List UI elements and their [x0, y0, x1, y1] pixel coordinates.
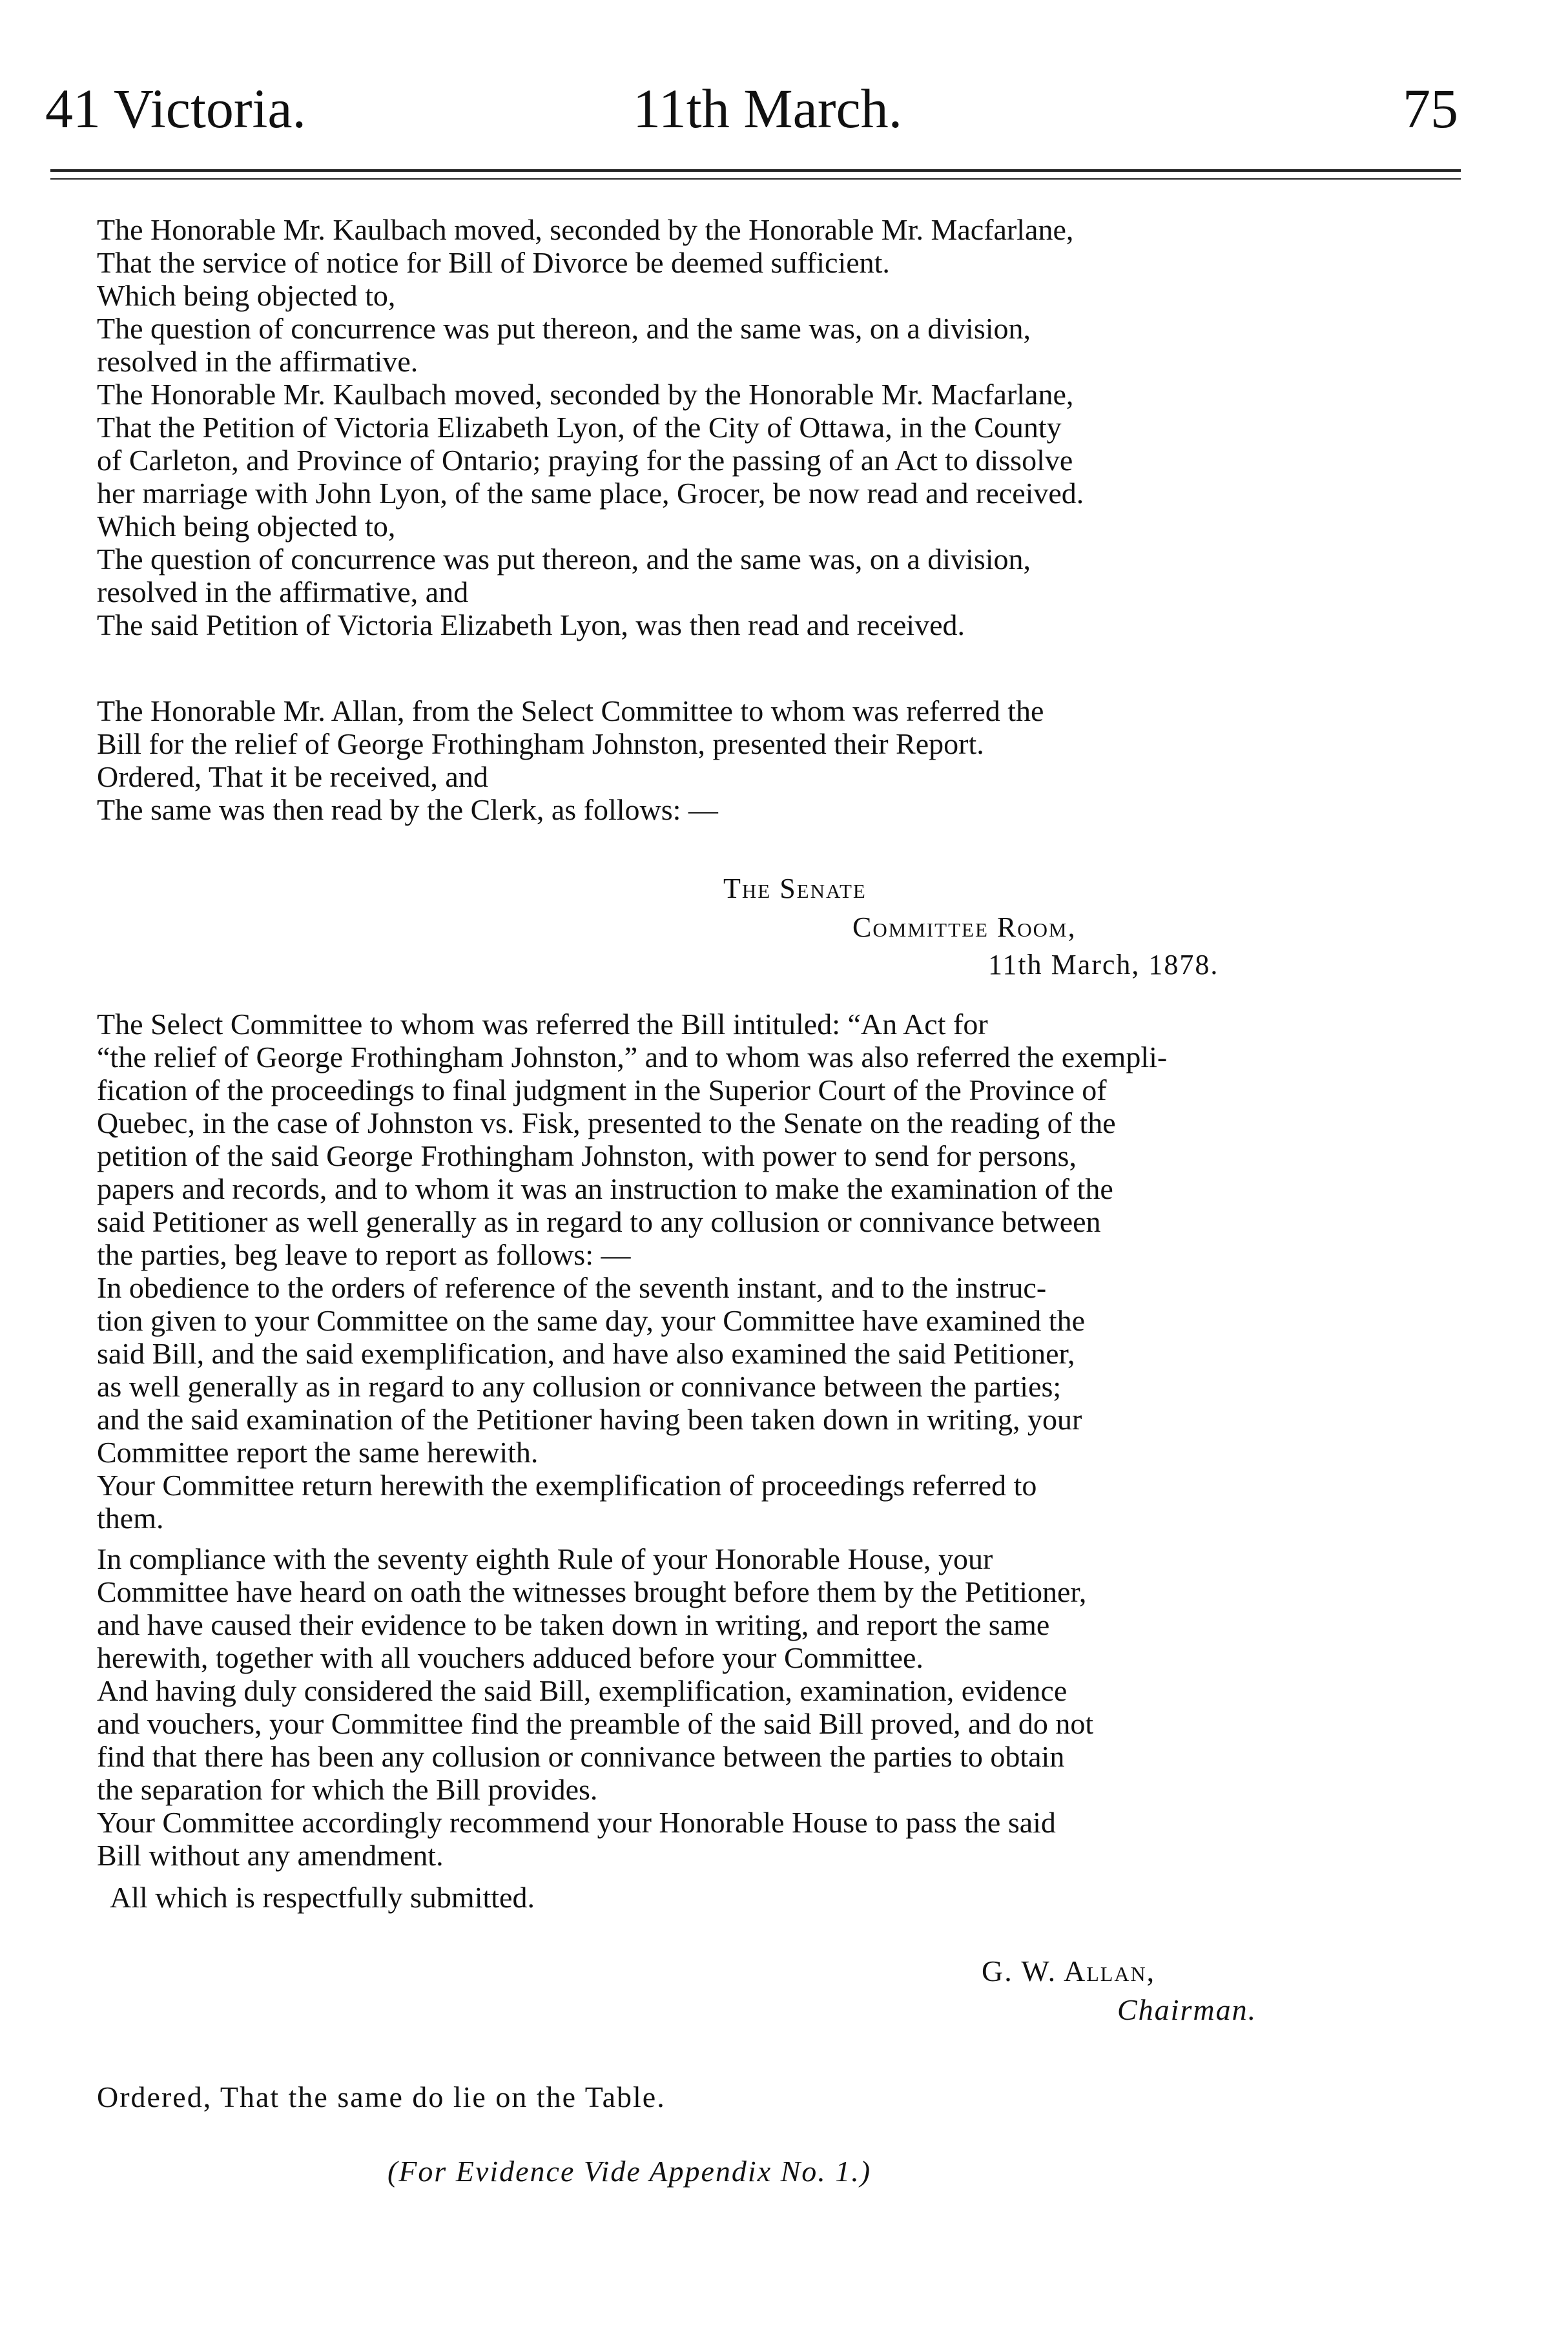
signature-name: G. W. Allan, — [982, 1955, 1156, 1987]
committee-report — [97, 1008, 1330, 1914]
text-line: and have caused their evidence to be taken down in writing, and report the same — [97, 1608, 1050, 1641]
text-line: tion given to your Committee on the same day, your Committee have examined the — [97, 1304, 1085, 1337]
signature-title: Chairman. — [1117, 1993, 1257, 2026]
text-line: Your Committee return herewith the exemplification of proceedings referred to — [97, 1469, 1037, 1502]
text-line: The question of concurrence was put thereon, and the same was, on a division, — [97, 312, 1031, 345]
text-line: The Honorable Mr. Kaulbach moved, seconded by the Honorable Mr. Macfarlane, — [97, 213, 1074, 246]
text-line: All which is respectfully submitted. — [110, 1881, 535, 1914]
text-line: resolved in the affirmative, and — [97, 575, 469, 608]
text-line: petition of the said George Frothingham Johnston, with power to send for persons, — [97, 1139, 1077, 1172]
motion-section — [97, 213, 1330, 641]
text-line: In obedience to the orders of reference of the seventh instant, and to the instruc- — [97, 1271, 1047, 1304]
text-line: the parties, beg leave to report as follows: — — [97, 1238, 631, 1271]
text-line: resolved in the affirmative. — [97, 345, 418, 378]
report-heading-room: Committee Room, — [852, 911, 1077, 943]
text-line: The Honorable Mr. Kaulbach moved, seconded by the Honorable Mr. Macfarlane, — [97, 378, 1074, 411]
page-number: 75 — [1403, 78, 1458, 140]
report-presented-section — [97, 694, 1330, 826]
text-line: said Petitioner as well generally as in regard to any collusion or connivance between — [97, 1205, 1101, 1238]
text-line: find that there has been any collusion or connivance between the parties to obtain — [97, 1740, 1065, 1773]
header-rule-thin — [50, 178, 1461, 180]
text-line: Quebec, in the case of Johnston vs. Fisk, presented to the Senate on the reading of the — [97, 1106, 1116, 1139]
text-line: and the said examination of the Petitioner having been taken down in writing, your — [97, 1403, 1082, 1436]
text-line: That the Petition of Victoria Elizabeth Lyon, of the City of Ottawa, in the County — [97, 411, 1062, 444]
text-line: said Bill, and the said exemplification, and have also examined the said Petitioner, — [97, 1337, 1075, 1370]
text-line: as well generally as in regard to any collusion or connivance between the parties; — [97, 1370, 1062, 1403]
text-line: Committee report the same herewith. — [97, 1436, 539, 1469]
text-line: Which being objected to, — [97, 279, 396, 312]
text-line: herewith, together with all vouchers adduced before your Committee. — [97, 1641, 923, 1674]
evidence-note: (For Evidence Vide Appendix No. 1.) — [387, 2155, 872, 2188]
text-line: Which being objected to, — [97, 510, 396, 543]
text-line: Your Committee accordingly recommend your Honorable House to pass the said — [97, 1806, 1056, 1839]
text-line: That the service of notice for Bill of Divorce be deemed sufficient. — [97, 246, 890, 279]
text-line: The same was then read by the Clerk, as follows: — — [97, 793, 718, 826]
text-line: In compliance with the seventy eighth Rule of your Honorable House, your — [97, 1542, 993, 1575]
text-line: her marriage with John Lyon, of the same place, Grocer, be now read and received. — [97, 477, 1084, 510]
text-line: The Honorable Mr. Allan, from the Select Committee to whom was referred the — [97, 694, 1044, 727]
text-line: The said Petition of Victoria Elizabeth Lyon, was then read and received. — [97, 608, 965, 641]
ordered-line: Ordered, That the same do lie on the Table. — [97, 2080, 666, 2113]
text-line: Ordered, That it be received, and — [97, 760, 488, 793]
report-heading-date: 11th March, 1878. — [988, 949, 1219, 980]
date-label: 11th March. — [633, 78, 903, 140]
text-line: them. — [97, 1502, 164, 1535]
text-line: and vouchers, your Committee find the preamble of the said Bill proved, and do not — [97, 1707, 1094, 1740]
text-line: The Select Committee to whom was referred the Bill intituled: “An Act for — [97, 1008, 988, 1041]
text-line: Committee have heard on oath the witnesses brought before them by the Petitioner, — [97, 1575, 1087, 1608]
text-line: Bill for the relief of George Frothingham Johnston, presented their Report. — [97, 727, 984, 760]
session-label: 41 Victoria. — [45, 78, 307, 140]
text-line: papers and records, and to whom it was an instruction to make the examination of the — [97, 1172, 1113, 1205]
report-heading-senate: The Senate — [723, 873, 867, 904]
text-line: the separation for which the Bill provides. — [97, 1773, 598, 1806]
page-header — [45, 76, 1458, 154]
header-rule — [50, 169, 1461, 172]
text-line: fication of the proceedings to final judgment in the Superior Court of the Province of — [97, 1073, 1107, 1106]
text-line: of Carleton, and Province of Ontario; praying for the passing of an Act to dissolve — [97, 444, 1073, 477]
text-line: Bill without any amendment. — [97, 1839, 444, 1872]
text-line: “the relief of George Frothingham Johnston,” and to whom was also referred the exempli- — [97, 1041, 1168, 1073]
text-line: The question of concurrence was put thereon, and the same was, on a division, — [97, 543, 1031, 575]
text-line: And having duly considered the said Bill, exemplification, examination, evidence — [97, 1674, 1068, 1707]
